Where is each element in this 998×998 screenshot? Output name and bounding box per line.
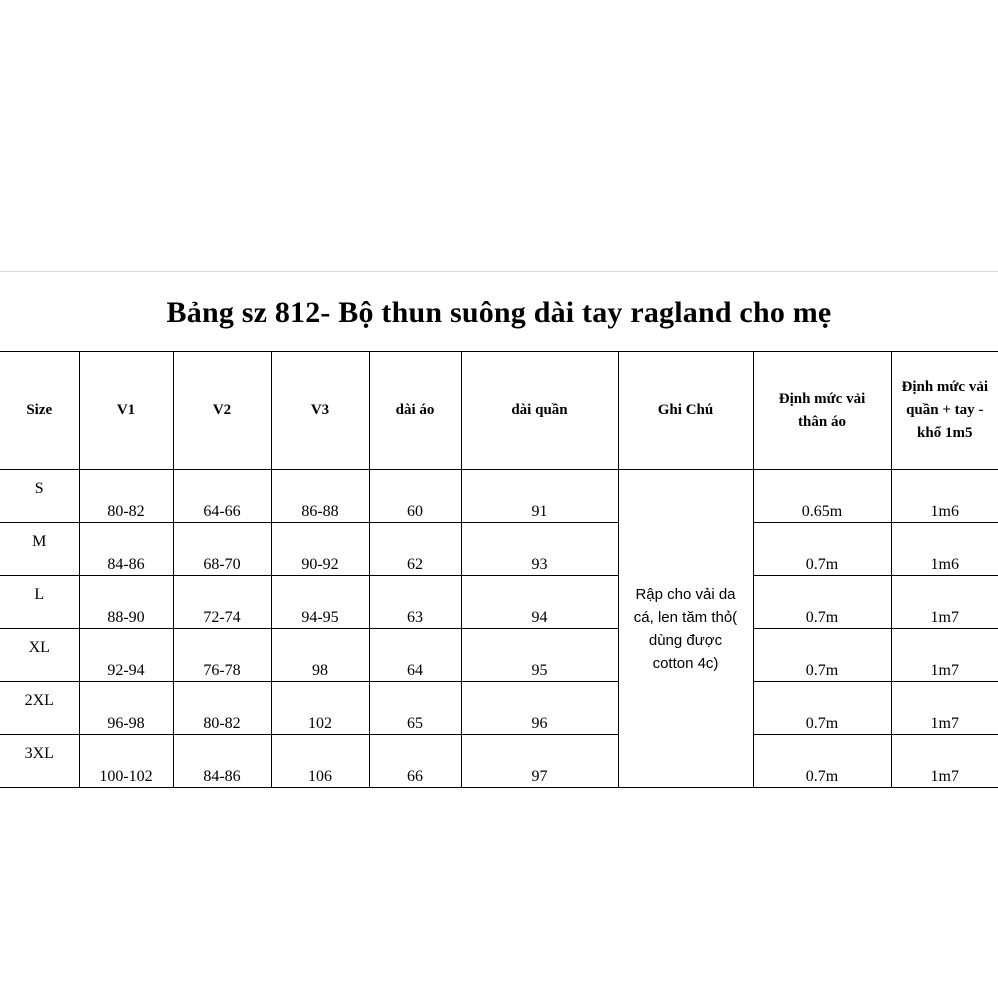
dinh-muc-quan-tay-cell: 1m6 (891, 470, 998, 523)
dinh-muc-quan-tay-cell: 1m7 (891, 682, 998, 735)
v2-cell: 80-82 (173, 682, 271, 735)
dinh-muc-quan-tay-cell: 1m7 (891, 629, 998, 682)
table-row (0, 682, 998, 735)
header-dai-ao: dài áo (369, 352, 461, 470)
page-title: Bảng sz 812- Bộ thun suông dài tay ragland cho mẹ (166, 295, 832, 329)
header-dinh-muc-than-ao: Định mức vải thân áo (753, 352, 891, 470)
header-ghi-chu: Ghi Chú (618, 352, 753, 470)
v1-cell: 100-102 (79, 735, 173, 788)
dinh-muc-quan-tay-cell: 1m7 (891, 576, 998, 629)
dai-ao-cell: 65 (369, 682, 461, 735)
v2-cell: 72-74 (173, 576, 271, 629)
dai-ao-cell: 63 (369, 576, 461, 629)
size-cell: 3XL (0, 735, 79, 788)
v2-cell: 76-78 (173, 629, 271, 682)
v3-cell: 106 (271, 735, 369, 788)
table-row (0, 576, 998, 629)
size-chart-sheet (0, 271, 998, 785)
table-row (0, 523, 998, 576)
size-cell: S (0, 470, 79, 523)
dai-quan-cell: 96 (461, 682, 618, 735)
dai-ao-cell: 60 (369, 470, 461, 523)
v3-cell: 90-92 (271, 523, 369, 576)
title-row (0, 271, 998, 351)
dai-quan-cell: 93 (461, 523, 618, 576)
v1-cell: 88-90 (79, 576, 173, 629)
dinh-muc-quan-tay-cell: 1m6 (891, 523, 998, 576)
v2-cell: 84-86 (173, 735, 271, 788)
header-v1: V1 (79, 352, 173, 470)
dinh-muc-quan-tay-cell: 1m7 (891, 735, 998, 788)
dai-ao-cell: 62 (369, 523, 461, 576)
header-dai-quan: dài quần (461, 352, 618, 470)
table-row (0, 629, 998, 682)
v3-cell: 86-88 (271, 470, 369, 523)
v3-cell: 94-95 (271, 576, 369, 629)
v1-cell: 84-86 (79, 523, 173, 576)
v1-cell: 92-94 (79, 629, 173, 682)
header-v2: V2 (173, 352, 271, 470)
v1-cell: 96-98 (79, 682, 173, 735)
v3-cell: 102 (271, 682, 369, 735)
dai-quan-cell: 97 (461, 735, 618, 788)
v2-cell: 68-70 (173, 523, 271, 576)
header-v3: V3 (271, 352, 369, 470)
dinh-muc-than-ao-cell: 0.7m (753, 735, 891, 788)
size-cell: 2XL (0, 682, 79, 735)
dai-quan-cell: 94 (461, 576, 618, 629)
dai-ao-cell: 66 (369, 735, 461, 788)
size-cell: L (0, 576, 79, 629)
v2-cell: 64-66 (173, 470, 271, 523)
size-cell: M (0, 523, 79, 576)
dai-ao-cell: 64 (369, 629, 461, 682)
dai-quan-cell: 95 (461, 629, 618, 682)
note-cell: Rập cho vải da cá, len tăm thỏ( dùng được cotton 4c) (618, 470, 753, 788)
v1-cell: 80-82 (79, 470, 173, 523)
size-cell: XL (0, 629, 79, 682)
dai-quan-cell: 91 (461, 470, 618, 523)
dinh-muc-than-ao-cell: 0.7m (753, 523, 891, 576)
dinh-muc-than-ao-cell: 0.7m (753, 576, 891, 629)
dinh-muc-than-ao-cell: 0.7m (753, 629, 891, 682)
header-row (0, 352, 998, 470)
header-size: Size (0, 352, 79, 470)
dinh-muc-than-ao-cell: 0.65m (753, 470, 891, 523)
table-row (0, 735, 998, 788)
v3-cell: 98 (271, 629, 369, 682)
header-dinh-muc-quan-tay: Định mức vải quần + tay - khổ 1m5 (891, 352, 998, 470)
size-table (0, 351, 998, 788)
dinh-muc-than-ao-cell: 0.7m (753, 682, 891, 735)
table-row (0, 470, 998, 523)
